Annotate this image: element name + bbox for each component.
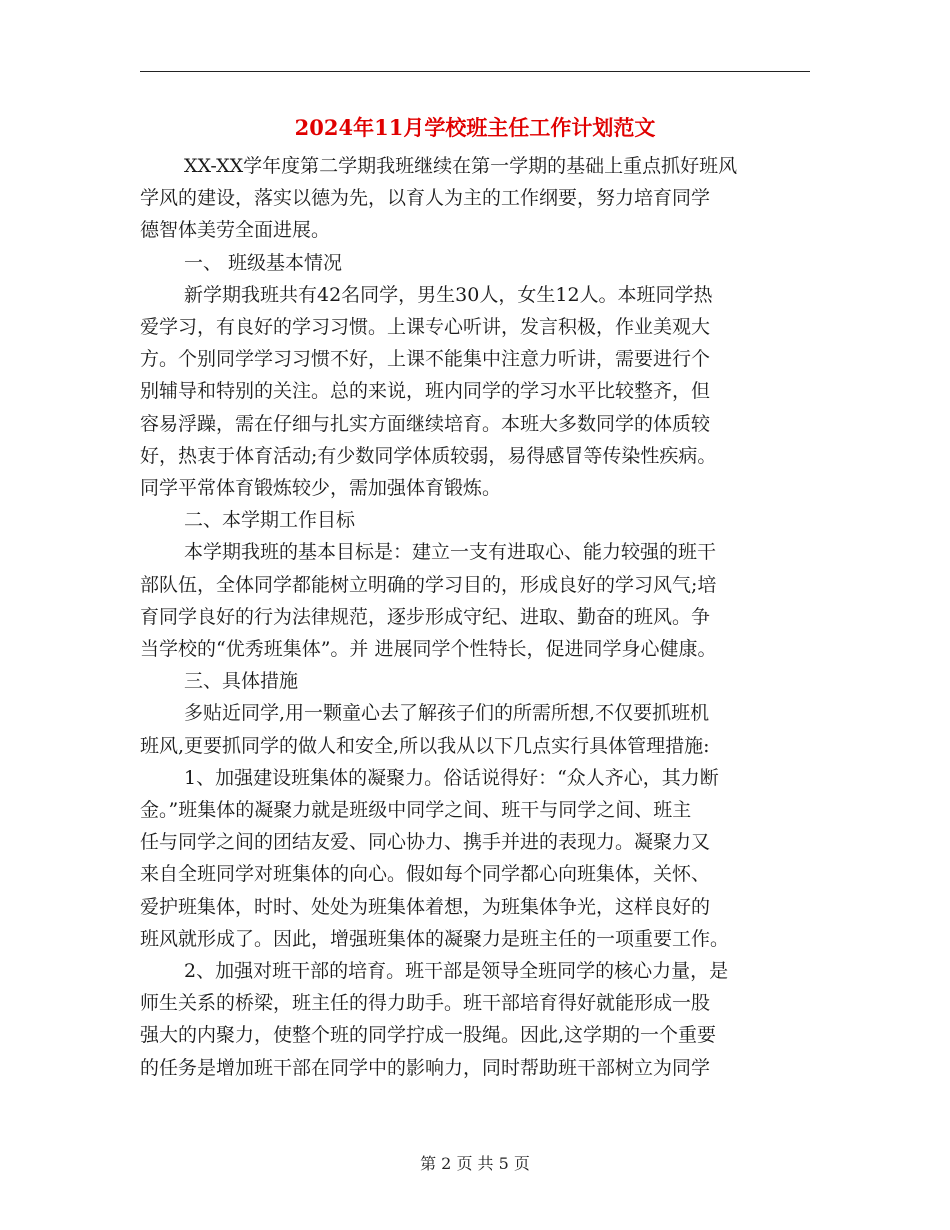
header-rule xyxy=(140,71,810,72)
text-line: 德智体美劳全面进展。 xyxy=(140,219,331,242)
text-line: 班风就形成了。因此，增强班集体的凝聚力是班主任的一项重要工作。 xyxy=(140,927,730,950)
text-line: 1、加强建设班集体的凝聚力。俗话说得好：“众人齐心，其力断 xyxy=(184,766,719,789)
text-line: 强大的内聚力，使整个班的同学拧成一股绳。因此,这学期的一个重要 xyxy=(140,1024,717,1047)
text-line: 师生关系的桥梁，班主任的得力助手。班干部培育得好就能形成一股 xyxy=(140,992,711,1015)
text-line: 容易浮躁，需在仔细与扎实方面继续培育。本班大多数同学的体质较 xyxy=(140,412,711,435)
text-line: 爱学习，有良好的学习习惯。上课专心听讲，发言积极，作业美观大 xyxy=(140,316,711,339)
text-line: 好，热衷于体育活动;有少数同学体质较弱，易得感冒等传染性疾病。 xyxy=(140,444,717,467)
text-line: 任与同学之间的团结友爱、同心协力、携手并进的表现力。凝聚力又 xyxy=(140,831,711,854)
text-line: 学风的建设，落实以德为先，以育人为主的工作纲要，努力培育同学 xyxy=(140,187,711,210)
document-title: 2024年11月学校班主任工作计划范文 xyxy=(294,115,656,140)
page-footer: 第 2 页 共 5 页 xyxy=(420,1154,530,1173)
text-line: 2、加强对班干部的培育。班干部是领导全班同学的核心力量，是 xyxy=(184,960,729,983)
text-line: 别辅导和特别的关注。总的来说，班内同学的学习水平比较整齐，但 xyxy=(140,380,711,403)
text-line: 班风,更要抓同学的做人和安全,所以我从以下几点实行具体管理措施: xyxy=(140,734,710,757)
text-line: 当学校的“优秀班集体”。并 进展同学个性特长，促进同学身心健康。 xyxy=(140,638,717,661)
text-line: 本学期我班的基本目标是：建立一支有进取心、能力较强的班干 xyxy=(184,541,717,564)
text-line: 来自全班同学对班集体的向心。假如每个同学都心向班集体，关怀、 xyxy=(140,863,711,886)
text-line: 爱护班集体，时时、处处为班集体着想，为班集体争光，这样良好的 xyxy=(140,895,711,918)
text-line: 新学期我班共有42名同学，男生30人，女生12人。本班同学热 xyxy=(184,283,713,306)
text-line: 二、本学期工作目标 xyxy=(184,509,356,532)
text-line: XX-XX学年度第二学期我班继续在第一学期的基础上重点抓好班风 xyxy=(184,155,738,177)
text-line: 多贴近同学,用一颗童心去了解孩子们的所需所想,不仅要抓班机 xyxy=(184,702,710,725)
text-line: 方。个别同学学习习惯不好，上课不能集中注意力听讲，需要进行个 xyxy=(140,348,711,371)
text-line: 部队伍，全体同学都能树立明确的学习目的，形成良好的学习风气;培 xyxy=(140,573,717,596)
text-line: 三、具体措施 xyxy=(184,670,299,693)
text-line: 育同学良好的行为法律规范，逐步形成守纪、进取、勤奋的班风。争 xyxy=(140,605,711,628)
document-body xyxy=(140,150,815,1084)
text-line: 一、 班级基本情况 xyxy=(184,251,343,274)
text-line: 金。”班集体的凝聚力就是班级中同学之间、班干与同学之间、班主 xyxy=(140,799,692,822)
text-line: 的任务是增加班干部在同学中的影响力，同时帮助班干部树立为同学 xyxy=(140,1056,711,1079)
text-line: 同学平常体育锻炼较少，需加强体育锻炼。 xyxy=(140,477,502,500)
